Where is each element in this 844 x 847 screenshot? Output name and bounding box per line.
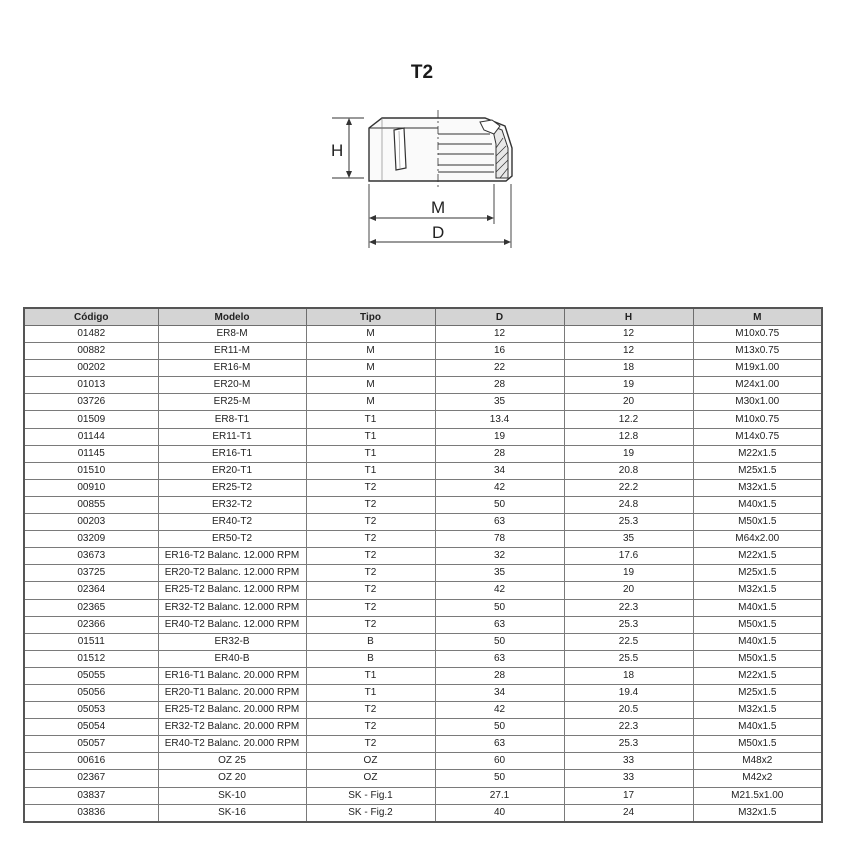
cell-h: 19	[564, 377, 693, 394]
cell-codigo: 00855	[24, 496, 158, 513]
table-row	[24, 548, 822, 565]
table-row	[24, 770, 822, 787]
m-arrow-left	[369, 215, 376, 221]
cell-tipo: B	[306, 650, 435, 667]
table-row	[24, 650, 822, 667]
cell-h: 20	[564, 582, 693, 599]
cell-codigo: 01482	[24, 326, 158, 343]
cell-modelo: ER50-T2	[158, 531, 306, 548]
cell-tipo: M	[306, 377, 435, 394]
cell-d: 27.1	[435, 787, 564, 804]
header-m: M	[693, 308, 822, 326]
cell-modelo: OZ 25	[158, 753, 306, 770]
cell-m: M32x1.5	[693, 804, 822, 822]
header-tipo: Tipo	[306, 308, 435, 326]
cell-tipo: M	[306, 343, 435, 360]
table-row	[24, 804, 822, 822]
cell-h: 22.5	[564, 633, 693, 650]
cell-m: M19x1.00	[693, 360, 822, 377]
header-h: H	[564, 308, 693, 326]
cell-codigo: 03725	[24, 565, 158, 582]
table-row	[24, 684, 822, 701]
cell-h: 18	[564, 667, 693, 684]
cell-m: M22x1.5	[693, 445, 822, 462]
cell-tipo: M	[306, 360, 435, 377]
table-row	[24, 565, 822, 582]
cell-modelo: ER25-T2	[158, 479, 306, 496]
cell-tipo: SK - Fig.1	[306, 787, 435, 804]
cell-codigo: 02364	[24, 582, 158, 599]
cell-m: M24x1.00	[693, 377, 822, 394]
cell-h: 35	[564, 531, 693, 548]
cell-tipo: T2	[306, 719, 435, 736]
cell-tipo: T2	[306, 582, 435, 599]
cell-m: M25x1.5	[693, 684, 822, 701]
nut-technical-drawing	[320, 108, 530, 258]
cell-h: 25.3	[564, 736, 693, 753]
cell-modelo: ER16-T1 Balanc. 20.000 RPM	[158, 667, 306, 684]
cell-tipo: T1	[306, 462, 435, 479]
cell-codigo: 03836	[24, 804, 158, 822]
cell-m: M40x1.5	[693, 633, 822, 650]
table-header-row	[24, 308, 822, 326]
label-h: H	[331, 141, 344, 160]
cell-d: 34	[435, 684, 564, 701]
cell-m: M25x1.5	[693, 565, 822, 582]
cell-h: 17	[564, 787, 693, 804]
cell-d: 42	[435, 702, 564, 719]
cell-codigo: 01144	[24, 428, 158, 445]
table-row	[24, 360, 822, 377]
table-row	[24, 462, 822, 479]
cell-m: M22x1.5	[693, 667, 822, 684]
cell-h: 12	[564, 343, 693, 360]
cell-codigo: 02367	[24, 770, 158, 787]
cell-d: 19	[435, 428, 564, 445]
cell-modelo: ER8-M	[158, 326, 306, 343]
cell-modelo: ER20-T1 Balanc. 20.000 RPM	[158, 684, 306, 701]
cell-h: 19	[564, 565, 693, 582]
table-row	[24, 445, 822, 462]
table-row	[24, 394, 822, 411]
table-row	[24, 531, 822, 548]
cell-modelo: ER25-M	[158, 394, 306, 411]
cell-h: 20.5	[564, 702, 693, 719]
cell-modelo: ER11-T1	[158, 428, 306, 445]
cell-m: M50x1.5	[693, 514, 822, 531]
cell-d: 28	[435, 667, 564, 684]
cell-modelo: ER40-T2 Balanc. 20.000 RPM	[158, 736, 306, 753]
cell-modelo: ER40-B	[158, 650, 306, 667]
cell-d: 50	[435, 496, 564, 513]
specification-table	[23, 307, 823, 823]
cell-tipo: T1	[306, 667, 435, 684]
cell-modelo: ER40-T2 Balanc. 12.000 RPM	[158, 616, 306, 633]
table-row	[24, 514, 822, 531]
cell-h: 18	[564, 360, 693, 377]
cell-m: M22x1.5	[693, 548, 822, 565]
h-arrow-top	[346, 118, 352, 125]
table-row	[24, 582, 822, 599]
cell-d: 63	[435, 514, 564, 531]
cell-codigo: 00202	[24, 360, 158, 377]
table-row	[24, 428, 822, 445]
cell-tipo: T2	[306, 702, 435, 719]
h-arrow-bottom	[346, 171, 352, 178]
cell-m: M21.5x1.00	[693, 787, 822, 804]
cell-codigo: 03726	[24, 394, 158, 411]
cell-tipo: T1	[306, 684, 435, 701]
cell-d: 16	[435, 343, 564, 360]
cell-tipo: SK - Fig.2	[306, 804, 435, 822]
cell-h: 24	[564, 804, 693, 822]
cell-h: 24.8	[564, 496, 693, 513]
cell-tipo: OZ	[306, 770, 435, 787]
cell-m: M48x2	[693, 753, 822, 770]
cell-m: M50x1.5	[693, 616, 822, 633]
cell-tipo: T2	[306, 531, 435, 548]
cell-d: 28	[435, 377, 564, 394]
table-row	[24, 616, 822, 633]
cell-h: 22.2	[564, 479, 693, 496]
cell-h: 12	[564, 326, 693, 343]
cell-modelo: ER25-T2 Balanc. 20.000 RPM	[158, 702, 306, 719]
cell-codigo: 02366	[24, 616, 158, 633]
cell-codigo: 00910	[24, 479, 158, 496]
table-row	[24, 377, 822, 394]
table-row	[24, 736, 822, 753]
cell-d: 13.4	[435, 411, 564, 428]
cell-h: 12.2	[564, 411, 693, 428]
cell-modelo: ER32-T2 Balanc. 12.000 RPM	[158, 599, 306, 616]
cell-h: 25.3	[564, 514, 693, 531]
cell-codigo: 01013	[24, 377, 158, 394]
cell-m: M42x2	[693, 770, 822, 787]
cell-codigo: 05054	[24, 719, 158, 736]
cell-codigo: 00882	[24, 343, 158, 360]
cell-modelo: ER40-T2	[158, 514, 306, 531]
cell-codigo: 05057	[24, 736, 158, 753]
cell-tipo: T2	[306, 514, 435, 531]
cell-h: 22.3	[564, 599, 693, 616]
d-arrow-right	[504, 239, 511, 245]
table-row	[24, 326, 822, 343]
cell-h: 19.4	[564, 684, 693, 701]
cell-d: 50	[435, 770, 564, 787]
cell-codigo: 01510	[24, 462, 158, 479]
cell-m: M25x1.5	[693, 462, 822, 479]
cell-d: 22	[435, 360, 564, 377]
cell-d: 63	[435, 650, 564, 667]
cell-d: 50	[435, 633, 564, 650]
header-modelo: Modelo	[158, 308, 306, 326]
cell-d: 35	[435, 394, 564, 411]
cell-d: 34	[435, 462, 564, 479]
cell-tipo: B	[306, 633, 435, 650]
cell-tipo: T2	[306, 565, 435, 582]
cell-tipo: T2	[306, 616, 435, 633]
cell-m: M40x1.5	[693, 719, 822, 736]
cell-tipo: T1	[306, 445, 435, 462]
cell-codigo: 00616	[24, 753, 158, 770]
cell-codigo: 03209	[24, 531, 158, 548]
cell-codigo: 03837	[24, 787, 158, 804]
table-row	[24, 479, 822, 496]
cell-modelo: OZ 20	[158, 770, 306, 787]
cell-tipo: T1	[306, 428, 435, 445]
cell-m: M50x1.5	[693, 736, 822, 753]
table-row	[24, 753, 822, 770]
cell-codigo: 05053	[24, 702, 158, 719]
cell-m: M13x0.75	[693, 343, 822, 360]
cell-modelo: ER16-M	[158, 360, 306, 377]
cell-d: 50	[435, 599, 564, 616]
cell-d: 12	[435, 326, 564, 343]
cell-modelo: ER25-T2 Balanc. 12.000 RPM	[158, 582, 306, 599]
nut-drawing-svg	[320, 108, 530, 258]
page-title: T2	[410, 62, 434, 83]
cell-modelo: ER20-T2 Balanc. 12.000 RPM	[158, 565, 306, 582]
d-arrow-left	[369, 239, 376, 245]
cell-modelo: ER16-T1	[158, 445, 306, 462]
cell-h: 17.6	[564, 548, 693, 565]
cell-d: 42	[435, 582, 564, 599]
table-body	[24, 326, 822, 822]
table-row	[24, 633, 822, 650]
m-arrow-right	[487, 215, 494, 221]
cell-m: M10x0.75	[693, 326, 822, 343]
cell-m: M32x1.5	[693, 479, 822, 496]
cell-m: M10x0.75	[693, 411, 822, 428]
cell-m: M30x1.00	[693, 394, 822, 411]
header-codigo: Código	[24, 308, 158, 326]
label-m: M	[431, 198, 446, 217]
cell-codigo: 01145	[24, 445, 158, 462]
cell-tipo: M	[306, 326, 435, 343]
cell-m: M64x2.00	[693, 531, 822, 548]
cell-d: 60	[435, 753, 564, 770]
cell-tipo: T2	[306, 548, 435, 565]
table-row	[24, 702, 822, 719]
table-row	[24, 787, 822, 804]
table-row	[24, 496, 822, 513]
cell-modelo: SK-10	[158, 787, 306, 804]
cell-modelo: ER32-T2	[158, 496, 306, 513]
cell-codigo: 01509	[24, 411, 158, 428]
table-row	[24, 719, 822, 736]
cell-m: M50x1.5	[693, 650, 822, 667]
cell-d: 40	[435, 804, 564, 822]
cell-modelo: ER16-T2 Balanc. 12.000 RPM	[158, 548, 306, 565]
cell-h: 25.5	[564, 650, 693, 667]
cell-modelo: ER20-M	[158, 377, 306, 394]
cell-modelo: ER11-M	[158, 343, 306, 360]
table-row	[24, 343, 822, 360]
cell-m: M32x1.5	[693, 702, 822, 719]
cell-d: 28	[435, 445, 564, 462]
cell-modelo: ER32-B	[158, 633, 306, 650]
table-row	[24, 411, 822, 428]
cell-tipo: T2	[306, 479, 435, 496]
cell-codigo: 03673	[24, 548, 158, 565]
cell-d: 63	[435, 736, 564, 753]
cell-codigo: 01512	[24, 650, 158, 667]
cell-tipo: M	[306, 394, 435, 411]
cell-h: 22.3	[564, 719, 693, 736]
cell-d: 78	[435, 531, 564, 548]
cell-m: M14x0.75	[693, 428, 822, 445]
cell-codigo: 00203	[24, 514, 158, 531]
cell-modelo: SK-16	[158, 804, 306, 822]
cell-h: 19	[564, 445, 693, 462]
cell-h: 20	[564, 394, 693, 411]
cell-codigo: 05056	[24, 684, 158, 701]
cell-modelo: ER8-T1	[158, 411, 306, 428]
table-row	[24, 599, 822, 616]
cell-h: 25.3	[564, 616, 693, 633]
cell-modelo: ER32-T2 Balanc. 20.000 RPM	[158, 719, 306, 736]
header-d: D	[435, 308, 564, 326]
cell-modelo: ER20-T1	[158, 462, 306, 479]
cell-m: M40x1.5	[693, 599, 822, 616]
cell-tipo: T1	[306, 411, 435, 428]
cell-codigo: 02365	[24, 599, 158, 616]
cell-tipo: T2	[306, 496, 435, 513]
cell-codigo: 05055	[24, 667, 158, 684]
cell-m: M32x1.5	[693, 582, 822, 599]
table-row	[24, 667, 822, 684]
cell-h: 33	[564, 753, 693, 770]
cell-codigo: 01511	[24, 633, 158, 650]
cell-tipo: OZ	[306, 753, 435, 770]
cell-d: 32	[435, 548, 564, 565]
cell-h: 33	[564, 770, 693, 787]
label-d: D	[432, 223, 445, 242]
cell-d: 63	[435, 616, 564, 633]
cell-h: 20.8	[564, 462, 693, 479]
cell-d: 35	[435, 565, 564, 582]
cell-d: 42	[435, 479, 564, 496]
cell-d: 50	[435, 719, 564, 736]
cell-tipo: T2	[306, 599, 435, 616]
cell-tipo: T2	[306, 736, 435, 753]
cell-h: 12.8	[564, 428, 693, 445]
cell-m: M40x1.5	[693, 496, 822, 513]
